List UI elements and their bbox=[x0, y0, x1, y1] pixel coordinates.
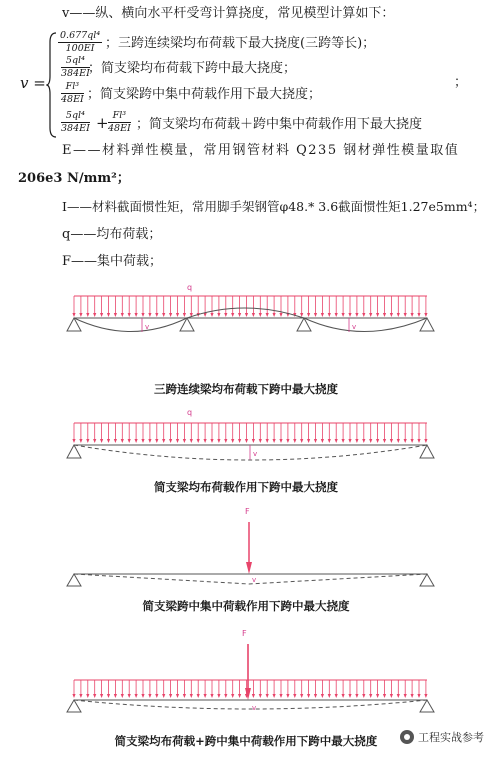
load-arrowhead bbox=[210, 439, 213, 443]
load-arrowhead bbox=[335, 694, 338, 698]
load-arrowhead bbox=[383, 694, 386, 698]
load-arrowhead bbox=[286, 439, 289, 443]
load-arrowhead bbox=[342, 313, 345, 317]
load-arrowhead bbox=[417, 313, 420, 317]
load-arrowhead bbox=[141, 439, 144, 443]
load-arrowhead bbox=[169, 439, 172, 443]
load-arrowhead bbox=[397, 694, 400, 698]
load-arrowhead bbox=[321, 313, 324, 317]
support-icon bbox=[420, 700, 434, 712]
load-arrowhead bbox=[417, 439, 420, 443]
load-arrowhead bbox=[335, 439, 338, 443]
fraction-case-4b: Fl³ 48EI bbox=[108, 110, 131, 134]
load-arrowhead bbox=[79, 313, 82, 317]
load-arrowhead bbox=[114, 694, 117, 698]
load-arrowhead bbox=[252, 694, 255, 698]
load-arrowhead bbox=[390, 439, 393, 443]
support-icon bbox=[67, 700, 81, 712]
uniform-load-arrows bbox=[72, 296, 427, 317]
load-arrowhead bbox=[231, 313, 234, 317]
load-arrowhead bbox=[259, 694, 262, 698]
load-arrowhead bbox=[217, 694, 220, 698]
load-arrowhead bbox=[210, 694, 213, 698]
load-label: q bbox=[187, 283, 193, 292]
load-arrowhead bbox=[355, 313, 358, 317]
diagram-three-span bbox=[0, 278, 492, 348]
load-arrowhead bbox=[314, 694, 317, 698]
load-arrowhead bbox=[300, 694, 303, 698]
load-arrowhead bbox=[162, 313, 165, 317]
load-arrowhead bbox=[231, 439, 234, 443]
load-arrowhead bbox=[362, 313, 365, 317]
load-arrowhead bbox=[204, 313, 207, 317]
load-arrowhead bbox=[273, 313, 276, 317]
point-load-arrowhead bbox=[246, 562, 252, 574]
load-arrowhead bbox=[238, 439, 241, 443]
load-arrowhead bbox=[190, 439, 193, 443]
load-arrowhead bbox=[100, 313, 103, 317]
load-arrowhead bbox=[362, 439, 365, 443]
load-arrowhead bbox=[183, 694, 186, 698]
load-arrowhead bbox=[238, 694, 241, 698]
load-arrowhead bbox=[148, 694, 151, 698]
load-arrowhead bbox=[72, 439, 75, 443]
load-arrowhead bbox=[100, 439, 103, 443]
formula-case-3-desc: ；简支梁跨中集中荷载作用下最大挠度； bbox=[87, 87, 322, 102]
load-arrowhead bbox=[176, 694, 179, 698]
load-arrowhead bbox=[252, 439, 255, 443]
load-arrowhead bbox=[245, 313, 248, 317]
load-arrowhead bbox=[397, 313, 400, 317]
load-label: F bbox=[245, 507, 250, 516]
load-arrowhead bbox=[424, 439, 427, 443]
load-arrowhead bbox=[204, 439, 207, 443]
load-arrowhead bbox=[162, 694, 165, 698]
load-arrowhead bbox=[155, 313, 158, 317]
load-arrowhead bbox=[231, 694, 234, 698]
load-arrowhead bbox=[355, 694, 358, 698]
load-label: F bbox=[242, 629, 247, 638]
support-icon bbox=[67, 445, 81, 458]
watermark bbox=[400, 729, 484, 745]
load-arrowhead bbox=[176, 439, 179, 443]
load-arrowhead bbox=[197, 439, 200, 443]
load-arrowhead bbox=[135, 694, 138, 698]
deflection-label: v bbox=[252, 576, 257, 584]
diagram-simple-uniform bbox=[0, 400, 492, 470]
load-arrowhead bbox=[376, 439, 379, 443]
support-icon bbox=[420, 445, 434, 458]
deflection-label: v bbox=[253, 450, 258, 458]
load-arrowhead bbox=[307, 694, 310, 698]
load-arrowhead bbox=[169, 694, 172, 698]
load-arrowhead bbox=[217, 313, 220, 317]
load-arrowhead bbox=[286, 694, 289, 698]
load-arrowhead bbox=[397, 439, 400, 443]
load-arrowhead bbox=[128, 313, 131, 317]
formula-case-1-desc: ；三跨连续梁均布荷载下最大挠度(三跨等长)； bbox=[105, 36, 376, 51]
load-arrowhead bbox=[107, 439, 110, 443]
deflection-label-right: v bbox=[352, 323, 357, 331]
caption-simple-uniform: 简支梁均布荷载作用下跨中最大挠度 bbox=[154, 480, 338, 494]
load-arrowhead bbox=[376, 694, 379, 698]
load-arrowhead bbox=[141, 694, 144, 698]
i-definition: I——材料截面惯性矩，常用脚手架钢管φ48.* 3.6截面惯性矩1.27e5mm⁴； bbox=[62, 199, 486, 214]
load-arrowhead bbox=[342, 439, 345, 443]
caption-simple-point: 简支梁跨中集中荷载作用下跨中最大挠度 bbox=[142, 599, 350, 613]
load-arrowhead bbox=[307, 439, 310, 443]
load-arrowhead bbox=[190, 694, 193, 698]
load-arrowhead bbox=[141, 313, 144, 317]
formula-trail: ； bbox=[454, 75, 468, 90]
load-arrowhead bbox=[93, 313, 96, 317]
load-arrowhead bbox=[348, 439, 351, 443]
load-arrowhead bbox=[390, 313, 393, 317]
load-arrowhead bbox=[293, 694, 296, 698]
load-arrowhead bbox=[238, 313, 241, 317]
load-arrowhead bbox=[348, 694, 351, 698]
load-arrowhead bbox=[383, 313, 386, 317]
load-arrowhead bbox=[121, 694, 124, 698]
left-brace-icon bbox=[46, 32, 58, 138]
load-arrowhead bbox=[135, 313, 138, 317]
load-arrowhead bbox=[148, 439, 151, 443]
fraction-case-4a: 5ql⁴ 384EI bbox=[61, 110, 90, 134]
load-arrowhead bbox=[183, 439, 186, 443]
deflection-label: v bbox=[252, 704, 257, 712]
load-arrowhead bbox=[259, 313, 262, 317]
load-arrowhead bbox=[224, 694, 227, 698]
load-arrowhead bbox=[114, 439, 117, 443]
load-arrowhead bbox=[390, 694, 393, 698]
load-arrowhead bbox=[93, 439, 96, 443]
load-arrowhead bbox=[224, 313, 227, 317]
load-arrowhead bbox=[279, 439, 282, 443]
load-arrowhead bbox=[114, 313, 117, 317]
load-arrowhead bbox=[314, 313, 317, 317]
load-arrowhead bbox=[121, 439, 124, 443]
load-arrowhead bbox=[259, 439, 262, 443]
diagram-simple-combined bbox=[0, 620, 492, 720]
load-arrowhead bbox=[314, 439, 317, 443]
uniform-load-arrows bbox=[72, 423, 427, 443]
load-arrowhead bbox=[155, 439, 158, 443]
load-arrowhead bbox=[72, 313, 75, 317]
load-arrowhead bbox=[348, 313, 351, 317]
load-arrowhead bbox=[424, 313, 427, 317]
load-arrowhead bbox=[266, 313, 269, 317]
load-arrowhead bbox=[328, 313, 331, 317]
load-arrowhead bbox=[197, 694, 200, 698]
load-arrowhead bbox=[328, 439, 331, 443]
fraction-case-1: 0.677ql⁴ 100EI bbox=[60, 30, 101, 54]
load-arrowhead bbox=[148, 313, 151, 317]
load-arrowhead bbox=[72, 694, 75, 698]
load-arrowhead bbox=[417, 694, 420, 698]
support-icon bbox=[420, 574, 434, 586]
load-arrowhead bbox=[279, 694, 282, 698]
diagram-simple-point bbox=[0, 500, 492, 590]
load-label: q bbox=[187, 408, 193, 417]
load-arrowhead bbox=[273, 694, 276, 698]
deflection-label-left: v bbox=[145, 323, 150, 331]
load-arrowhead bbox=[300, 439, 303, 443]
load-arrowhead bbox=[279, 313, 282, 317]
load-arrowhead bbox=[183, 313, 186, 317]
load-arrowhead bbox=[307, 313, 310, 317]
load-arrowhead bbox=[404, 439, 407, 443]
load-arrowhead bbox=[162, 439, 165, 443]
load-arrowhead bbox=[266, 439, 269, 443]
load-arrowhead bbox=[362, 694, 365, 698]
load-arrowhead bbox=[369, 313, 372, 317]
load-arrowhead bbox=[383, 439, 386, 443]
deflection-curve bbox=[74, 445, 427, 460]
load-arrowhead bbox=[342, 694, 345, 698]
load-arrowhead bbox=[93, 694, 96, 698]
load-arrowhead bbox=[224, 439, 227, 443]
load-arrowhead bbox=[100, 694, 103, 698]
load-arrowhead bbox=[86, 439, 89, 443]
load-arrowhead bbox=[273, 439, 276, 443]
load-arrowhead bbox=[107, 313, 110, 317]
f-definition: F——集中荷载； bbox=[62, 254, 163, 269]
load-arrowhead bbox=[252, 313, 255, 317]
e-definition-line2: 206e3 N/mm²； bbox=[18, 171, 130, 186]
q-definition: q——均布荷载； bbox=[62, 227, 162, 242]
load-arrowhead bbox=[266, 694, 269, 698]
load-arrowhead bbox=[121, 313, 124, 317]
load-arrowhead bbox=[293, 439, 296, 443]
watermark-text: 工程实战参考 bbox=[418, 731, 484, 744]
load-arrowhead bbox=[404, 694, 407, 698]
load-arrowhead bbox=[245, 439, 248, 443]
load-arrowhead bbox=[128, 694, 131, 698]
formula-case-2-desc: ；简支梁均布荷载下跨中最大挠度； bbox=[88, 61, 297, 76]
load-arrowhead bbox=[210, 313, 213, 317]
load-arrowhead bbox=[79, 694, 82, 698]
wechat-logo-icon bbox=[400, 730, 414, 744]
support-icon bbox=[67, 574, 81, 586]
load-arrowhead bbox=[321, 694, 324, 698]
load-arrowhead bbox=[369, 694, 372, 698]
load-arrowhead bbox=[424, 694, 427, 698]
load-arrowhead bbox=[217, 439, 220, 443]
load-arrowhead bbox=[86, 313, 89, 317]
load-arrowhead bbox=[369, 439, 372, 443]
load-arrowhead bbox=[321, 439, 324, 443]
load-arrowhead bbox=[328, 694, 331, 698]
load-arrowhead bbox=[404, 313, 407, 317]
fraction-case-2: 5ql⁴ 384EI bbox=[61, 55, 90, 79]
load-arrowhead bbox=[86, 694, 89, 698]
deflection-curve bbox=[74, 574, 427, 584]
load-arrowhead bbox=[128, 439, 131, 443]
deflection-curve bbox=[74, 700, 427, 709]
load-arrowhead bbox=[79, 439, 82, 443]
formula-plus: + bbox=[96, 114, 109, 132]
load-arrowhead bbox=[411, 439, 414, 443]
caption-three-span: 三跨连续梁均布荷载下跨中最大挠度 bbox=[154, 382, 338, 396]
load-arrowhead bbox=[204, 694, 207, 698]
formula-lhs: v = bbox=[20, 74, 46, 92]
load-arrowhead bbox=[176, 313, 179, 317]
deflection-curve bbox=[74, 308, 427, 332]
e-definition-line1: E——材料弹性模量，常用钢管材料 Q235 钢材弹性模量取值 bbox=[62, 143, 460, 158]
caption-simple-combined: 简支梁均布荷载+跨中集中荷载作用下跨中最大挠度 bbox=[114, 734, 378, 748]
fraction-case-3: Fl³ 48EI bbox=[61, 81, 84, 105]
intro-line: v——纵、横向水平杆受弯计算挠度，常见模型计算如下： bbox=[62, 6, 395, 21]
load-arrowhead bbox=[135, 439, 138, 443]
load-arrowhead bbox=[107, 694, 110, 698]
formula-case-4-desc: ；简支梁均布荷载＋跨中集中荷载作用下最大挠度 bbox=[136, 117, 423, 132]
load-arrowhead bbox=[335, 313, 338, 317]
load-arrowhead bbox=[411, 694, 414, 698]
load-arrowhead bbox=[169, 313, 172, 317]
load-arrowhead bbox=[411, 313, 414, 317]
load-arrowhead bbox=[355, 439, 358, 443]
load-arrowhead bbox=[155, 694, 158, 698]
load-arrowhead bbox=[376, 313, 379, 317]
